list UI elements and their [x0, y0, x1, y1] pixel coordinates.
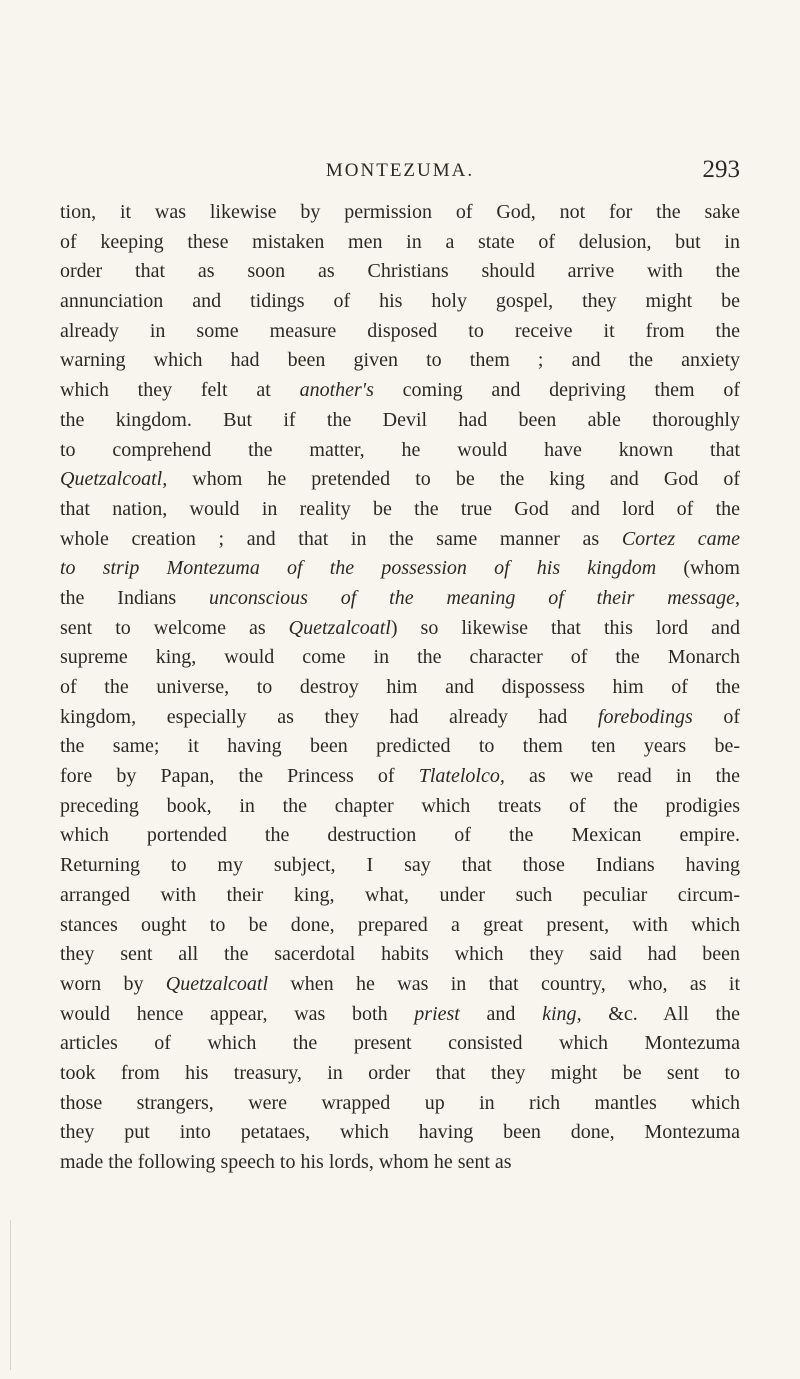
text-line	[60, 584, 740, 614]
text-line	[60, 317, 740, 347]
italic-text: Cortez came	[621, 527, 740, 550]
text-line	[60, 940, 740, 970]
page-number: 293	[702, 156, 740, 183]
text-line	[60, 376, 740, 406]
text-segment: took from his treasury, in order that they might be sent to	[60, 1061, 740, 1084]
page-header	[60, 158, 740, 188]
italic-text: unconscious of the meaning of their message	[209, 586, 736, 609]
text-segment: worn by	[60, 972, 166, 995]
text-segment: kingdom, especially as they had already had	[60, 705, 598, 728]
text-segment: whom he pretended to be the king and God of	[167, 468, 740, 491]
text-segment: of keeping these mistaken men in a state of delusion, but in	[60, 230, 740, 253]
body-text	[60, 198, 740, 1178]
text-segment: would hence appear, was both	[60, 1002, 415, 1025]
text-segment: supreme king, would come in the character of the Monarch	[60, 646, 740, 669]
text-line	[60, 1148, 740, 1178]
text-line	[60, 287, 740, 317]
text-line	[60, 465, 740, 495]
text-segment: annunciation and tidings of his holy gospel, they might be	[60, 290, 740, 313]
text-line	[60, 554, 740, 584]
text-segment: made the following speech to his lords, whom he sent as	[60, 1151, 512, 1173]
italic-text: Tlatelolco,	[418, 765, 505, 788]
text-segment: arranged with their king, what, under such peculiar circum-	[60, 883, 740, 906]
text-segment: when he was in that country, who, as it	[268, 972, 740, 995]
text-segment: articles of which the present consisted which Montezuma	[60, 1032, 740, 1055]
text-line	[60, 346, 740, 376]
italic-text: king	[542, 1002, 577, 1025]
text-line	[60, 257, 740, 287]
text-line	[60, 821, 740, 851]
text-segment: tion, it was likewise by permission of God, not for the sake	[60, 201, 740, 223]
text-segment: stances ought to be done, prepared a great present, with which	[60, 913, 740, 936]
text-segment: already in some measure disposed to receive it from the	[60, 319, 740, 342]
text-line	[60, 1000, 740, 1030]
text-line	[60, 1089, 740, 1119]
text-segment: as we read in the	[504, 765, 741, 788]
text-line	[60, 911, 740, 941]
text-line	[60, 673, 740, 703]
text-segment: of the universe, to destroy him and dispossess him of the	[60, 676, 740, 698]
text-segment: (whom	[656, 557, 740, 580]
text-line	[60, 732, 740, 762]
italic-text: priest	[414, 1002, 460, 1025]
text-segment: Returning to my subject, I say that those Indians having	[60, 854, 740, 877]
text-line	[60, 881, 740, 911]
text-segment: which they felt at	[60, 379, 300, 402]
italic-text: another's	[299, 379, 374, 402]
italic-text: to strip Montezuma of the possession of his kingdom	[60, 557, 657, 580]
text-segment: the kingdom. But if the Devil had been able thoroughly	[60, 408, 740, 431]
italic-text: Quetzalcoatl	[165, 972, 269, 995]
italic-text: forebodings	[597, 705, 693, 728]
text-segment: of	[692, 705, 740, 728]
text-line	[60, 1059, 740, 1089]
text-line	[60, 1029, 740, 1059]
text-line	[60, 495, 740, 525]
text-segment: whole creation ; and that in the same manner as	[60, 527, 622, 550]
text-line	[60, 436, 740, 466]
text-line	[60, 1118, 740, 1148]
text-segment: warning which had been given to them ; and the anxiety	[60, 349, 740, 372]
text-segment: coming and depriving them of	[373, 379, 740, 402]
page-edge-line	[10, 1220, 11, 1370]
text-segment: sent to welcome as	[60, 616, 289, 639]
text-segment: , &c. All the	[576, 1002, 740, 1025]
text-line	[60, 703, 740, 733]
text-segment: they sent all the sacerdotal habits which they said had been	[60, 943, 740, 966]
text-segment: which portended the destruction of the Mexican empire.	[60, 824, 740, 847]
text-segment: ,	[735, 586, 741, 609]
text-line	[60, 525, 740, 555]
text-segment: to comprehend the matter, he would have known that	[60, 438, 740, 461]
text-line	[60, 198, 740, 228]
text-segment: they put into petataes, which having been done, Montezuma	[60, 1121, 740, 1144]
text-segment: the same; it having been predicted to them ten years be-	[60, 735, 740, 758]
italic-text: Quetzalcoatl,	[60, 468, 168, 491]
text-segment: the Indians	[60, 586, 210, 609]
text-line	[60, 406, 740, 436]
text-segment: those strangers, were wrapped up in rich mantles which	[60, 1091, 740, 1114]
text-segment: preceding book, in the chapter which treats of the prodigies	[60, 794, 740, 817]
text-segment: order that as soon as Christians should arrive with the	[60, 260, 740, 283]
text-line	[60, 643, 740, 673]
text-segment: ) so likewise that this lord and	[390, 616, 740, 639]
text-line	[60, 614, 740, 644]
text-line	[60, 762, 740, 792]
text-line	[60, 851, 740, 881]
text-line	[60, 970, 740, 1000]
italic-text: Quetzalcoatl	[288, 616, 391, 639]
text-segment: fore by Papan, the Princess of	[60, 765, 419, 788]
text-line	[60, 792, 740, 822]
text-segment: that nation, would in reality be the true God and lord of the	[60, 497, 740, 520]
running-head: MONTEZUMA.	[325, 160, 475, 181]
text-line	[60, 228, 740, 258]
text-segment: and	[459, 1002, 543, 1025]
